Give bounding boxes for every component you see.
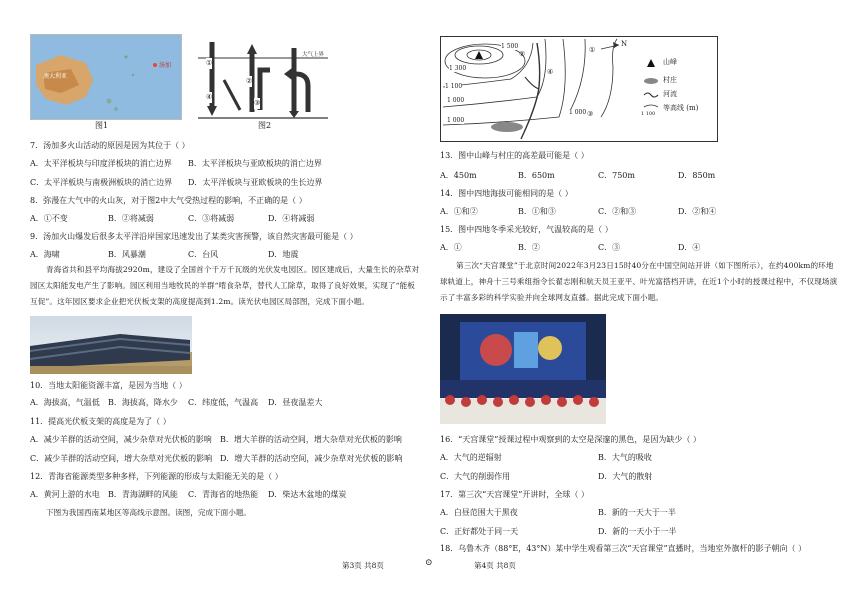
fig2-number-4: ④ <box>206 93 213 101</box>
legend-contour-value: 1 100 <box>641 111 656 117</box>
question-12-option-d[interactable]: D．柴达木盆地的煤炭 <box>268 490 347 499</box>
question-16-option-a[interactable]: A．大气的逆辐射 <box>440 453 502 462</box>
contour-point-2: ② <box>519 50 526 58</box>
passage-tiangong-classroom: 第三次“天宫课堂”于北京时间2022年3月23日15时40分在中国空间站开讲（如下图所示），在约400km的环地球轨道上，神舟十三号乘组指令长翟志刚和航天员王亚平、叶光富搭档开讲，在近1个小时的授课过程中，不仅现场演示了丰富多彩的科学实验并向全球网友直播。据此完成下面小题。 <box>440 261 838 302</box>
village-shape <box>491 122 523 132</box>
question-11-option-d[interactable]: D．增大羊群的活动空间，减少杂草对光伏板的影响 <box>220 454 403 463</box>
question-16-option-b[interactable]: B．大气的吸收 <box>598 453 652 462</box>
contour-label-3: 1 100 <box>445 83 463 90</box>
question-10-option-a[interactable]: A．海拔高，气温低 <box>30 398 100 407</box>
fig2-number-1: ① <box>206 59 213 67</box>
question-12-option-b[interactable]: B．青海湖畔的风能 <box>108 490 178 499</box>
question-15-option-a[interactable]: A．① <box>440 243 462 252</box>
north-label: N <box>621 40 628 48</box>
question-10-stem: 10．当地太阳能资源丰富，是因为当地（ ） <box>30 381 187 390</box>
question-11-option-c[interactable]: C．减少羊群的活动空间，增大杂草对光伏板的影响 <box>30 454 213 463</box>
question-11-stem: 11．提高光伏板支架的高度是为了（ ） <box>30 417 171 426</box>
question-8-stem: 8．弥漫在大气中的火山灰，对于图2中大气受热过程的影响，不正确的是（ ） <box>30 196 307 205</box>
question-14-stem: 14．图中四地海拔可能相同的是（ ） <box>440 189 573 198</box>
question-8-option-c[interactable]: C．③将减弱 <box>188 214 235 223</box>
fig2-upper-atmosphere-label: 大气上界 <box>302 52 325 58</box>
question-14-option-c[interactable]: C．②和③ <box>598 207 637 216</box>
question-9-option-c[interactable]: C．台风 <box>188 250 219 259</box>
classroom-graphic <box>440 314 606 424</box>
figure-1-map <box>30 34 182 120</box>
tonga-marker <box>153 63 157 67</box>
contour-point-1: ① <box>589 46 596 54</box>
question-13-option-c[interactable]: C．750m <box>598 171 635 180</box>
figure-2-caption: 图2 <box>258 121 272 130</box>
question-15-option-c[interactable]: C．③ <box>598 243 621 252</box>
question-16-stem: 16．“天宫课堂”授课过程中观察到的太空是深邃的黑色，是因为缺少（ ） <box>440 435 701 444</box>
question-9-stem: 9．汤加火山爆发后很多太平洋沿岸国家迅速发出了某类灾害预警，该自然灾害最可能是（ ） <box>30 232 358 241</box>
question-13-option-b[interactable]: B．650m <box>518 171 555 180</box>
question-9-option-d[interactable]: D．地震 <box>268 250 299 259</box>
contour-label-5: 1 000 <box>447 117 465 124</box>
binding-mark-icon: ⊙ <box>425 558 433 568</box>
question-9-option-b[interactable]: B．风暴潮 <box>108 250 146 259</box>
question-9-option-a[interactable]: A．海啸 <box>30 250 60 259</box>
question-16-option-d[interactable]: D．大气的散射 <box>598 472 653 481</box>
peak-marker <box>475 51 483 59</box>
legend-river-label: 河流 <box>663 90 677 98</box>
legend-peak-icon <box>647 59 655 67</box>
question-7-option-c[interactable]: C．太平洋板块与南极洲板块的消亡边界 <box>30 178 173 187</box>
question-13-option-d[interactable]: D．850m <box>678 171 716 180</box>
legend-contour-icon <box>644 105 658 107</box>
question-12-option-a[interactable]: A．黄河上游的水电 <box>30 490 100 499</box>
question-13-option-a[interactable]: A．450m <box>440 171 477 180</box>
question-17-option-c[interactable]: C．正好都处于同一天 <box>440 527 519 536</box>
question-12-stem: 12．青海省能源类型多种多样，下列能源的形成与太阳能无关的是（ ） <box>30 472 283 481</box>
legend-river-icon <box>644 93 658 97</box>
page-number-3: 第3页 共8页 <box>342 561 384 570</box>
question-7-stem: 7．汤加多火山活动的原因是因为其位于（ ） <box>30 141 190 150</box>
solar-panel-graphic <box>30 316 192 374</box>
map-label-australia: 澳大利亚 <box>43 73 68 80</box>
contour-label-1: 1 300 <box>449 65 467 72</box>
question-7-option-d[interactable]: D．太平洋板块与亚欧板块的生长边界 <box>188 178 323 187</box>
question-14-option-d[interactable]: D．②和④ <box>678 207 717 216</box>
page-number-4: 第4页 共8页 <box>474 561 516 570</box>
question-11-option-b[interactable]: B．增大羊群的活动空间，增大杂草对光伏板的影响 <box>220 435 402 444</box>
question-8-option-b[interactable]: B．②将减弱 <box>108 214 154 223</box>
map-label-tonga: 汤加 <box>159 62 172 69</box>
question-18-stem: 18．乌鲁木齐（88°E，43°N）某中学生观看第三次“天宫课堂”直播时，当地室外旗杆的影子朝向（ ） <box>440 544 807 553</box>
legend-peak-label: 山峰 <box>663 58 677 66</box>
legend-village-label: 村庄 <box>663 76 677 84</box>
question-14-option-a[interactable]: A．①和② <box>440 207 478 216</box>
question-10-option-b[interactable]: B．海拔高，降水少 <box>108 398 178 407</box>
question-7-option-b[interactable]: B．太平洋板块与亚欧板块的消亡边界 <box>188 159 322 168</box>
legend-contour-label: 等高线 (m) <box>663 104 699 112</box>
passage-contour-intro: 下图为我国西南某地区等高线示意图。读图，完成下面小题。 <box>46 508 252 517</box>
tiangong-classroom-photo <box>440 314 606 424</box>
contour-label-6: 1 000 <box>569 109 587 116</box>
solar-panel-photo <box>30 316 192 374</box>
question-10-option-d[interactable]: D．昼夜温差大 <box>268 398 323 407</box>
question-15-option-b[interactable]: B．② <box>518 243 540 252</box>
question-17-option-a[interactable]: A．白昼范围大于黑夜 <box>440 508 518 517</box>
fig2-number-3: ③ <box>254 99 261 107</box>
question-7-option-a[interactable]: A．太平洋板块与印度洋板块的消亡边界 <box>30 159 172 168</box>
contour-label-4: 1 000 <box>447 97 465 104</box>
question-15-stem: 15．图中四地冬季采光较好，气温较高的是（ ） <box>440 225 613 234</box>
question-11-option-a[interactable]: A．减少羊群的活动空间，减少杂草对光伏板的影响 <box>30 435 212 444</box>
figure-1-caption: 图1 <box>95 121 109 130</box>
question-15-option-d[interactable]: D．④ <box>678 243 701 252</box>
question-17-option-b[interactable]: B．新的一天大于一半 <box>598 508 676 517</box>
contour-label-2: 1 500 <box>501 43 519 50</box>
figure-2-diagram <box>198 40 336 120</box>
question-17-option-d[interactable]: D．新的一天小于一半 <box>598 527 677 536</box>
contour-point-3: ③ <box>587 110 594 118</box>
question-16-option-c[interactable]: C．大气的削弱作用 <box>440 472 511 481</box>
fig2-number-2: ② <box>246 77 253 85</box>
question-10-option-c[interactable]: C．纬度低，气温高 <box>188 398 259 407</box>
question-17-stem: 17．第三次“天宫课堂”开讲时，全球（ ） <box>440 490 589 499</box>
legend-village-icon <box>644 78 658 84</box>
question-13-stem: 13．图中山峰与村庄的高差最可能是（ ） <box>440 151 589 160</box>
contour-map <box>440 36 718 142</box>
question-8-option-a[interactable]: A．①不变 <box>30 214 68 223</box>
passage-solar-park: 青海省共和县平均海拔2920m，建设了全国首个千万千瓦级的光伏发电园区。园区建成后，大量生长的杂草对园区太阳能发电产生了影响。园区利用当地牧民的羊群“啃食杂草，替代人工除草，取得了良好效果，实现了“能板互促”。这年园区要求企业把光伏板支架的高度提高到1.2m。读光伏电园区局部图，完成下面小题。 <box>30 265 420 306</box>
contour-point-4: ④ <box>547 68 554 76</box>
question-14-option-b[interactable]: B．①和③ <box>518 207 556 216</box>
question-12-option-c[interactable]: C．青海省的地热能 <box>188 490 259 499</box>
question-8-option-d[interactable]: D．④将减弱 <box>268 214 315 223</box>
